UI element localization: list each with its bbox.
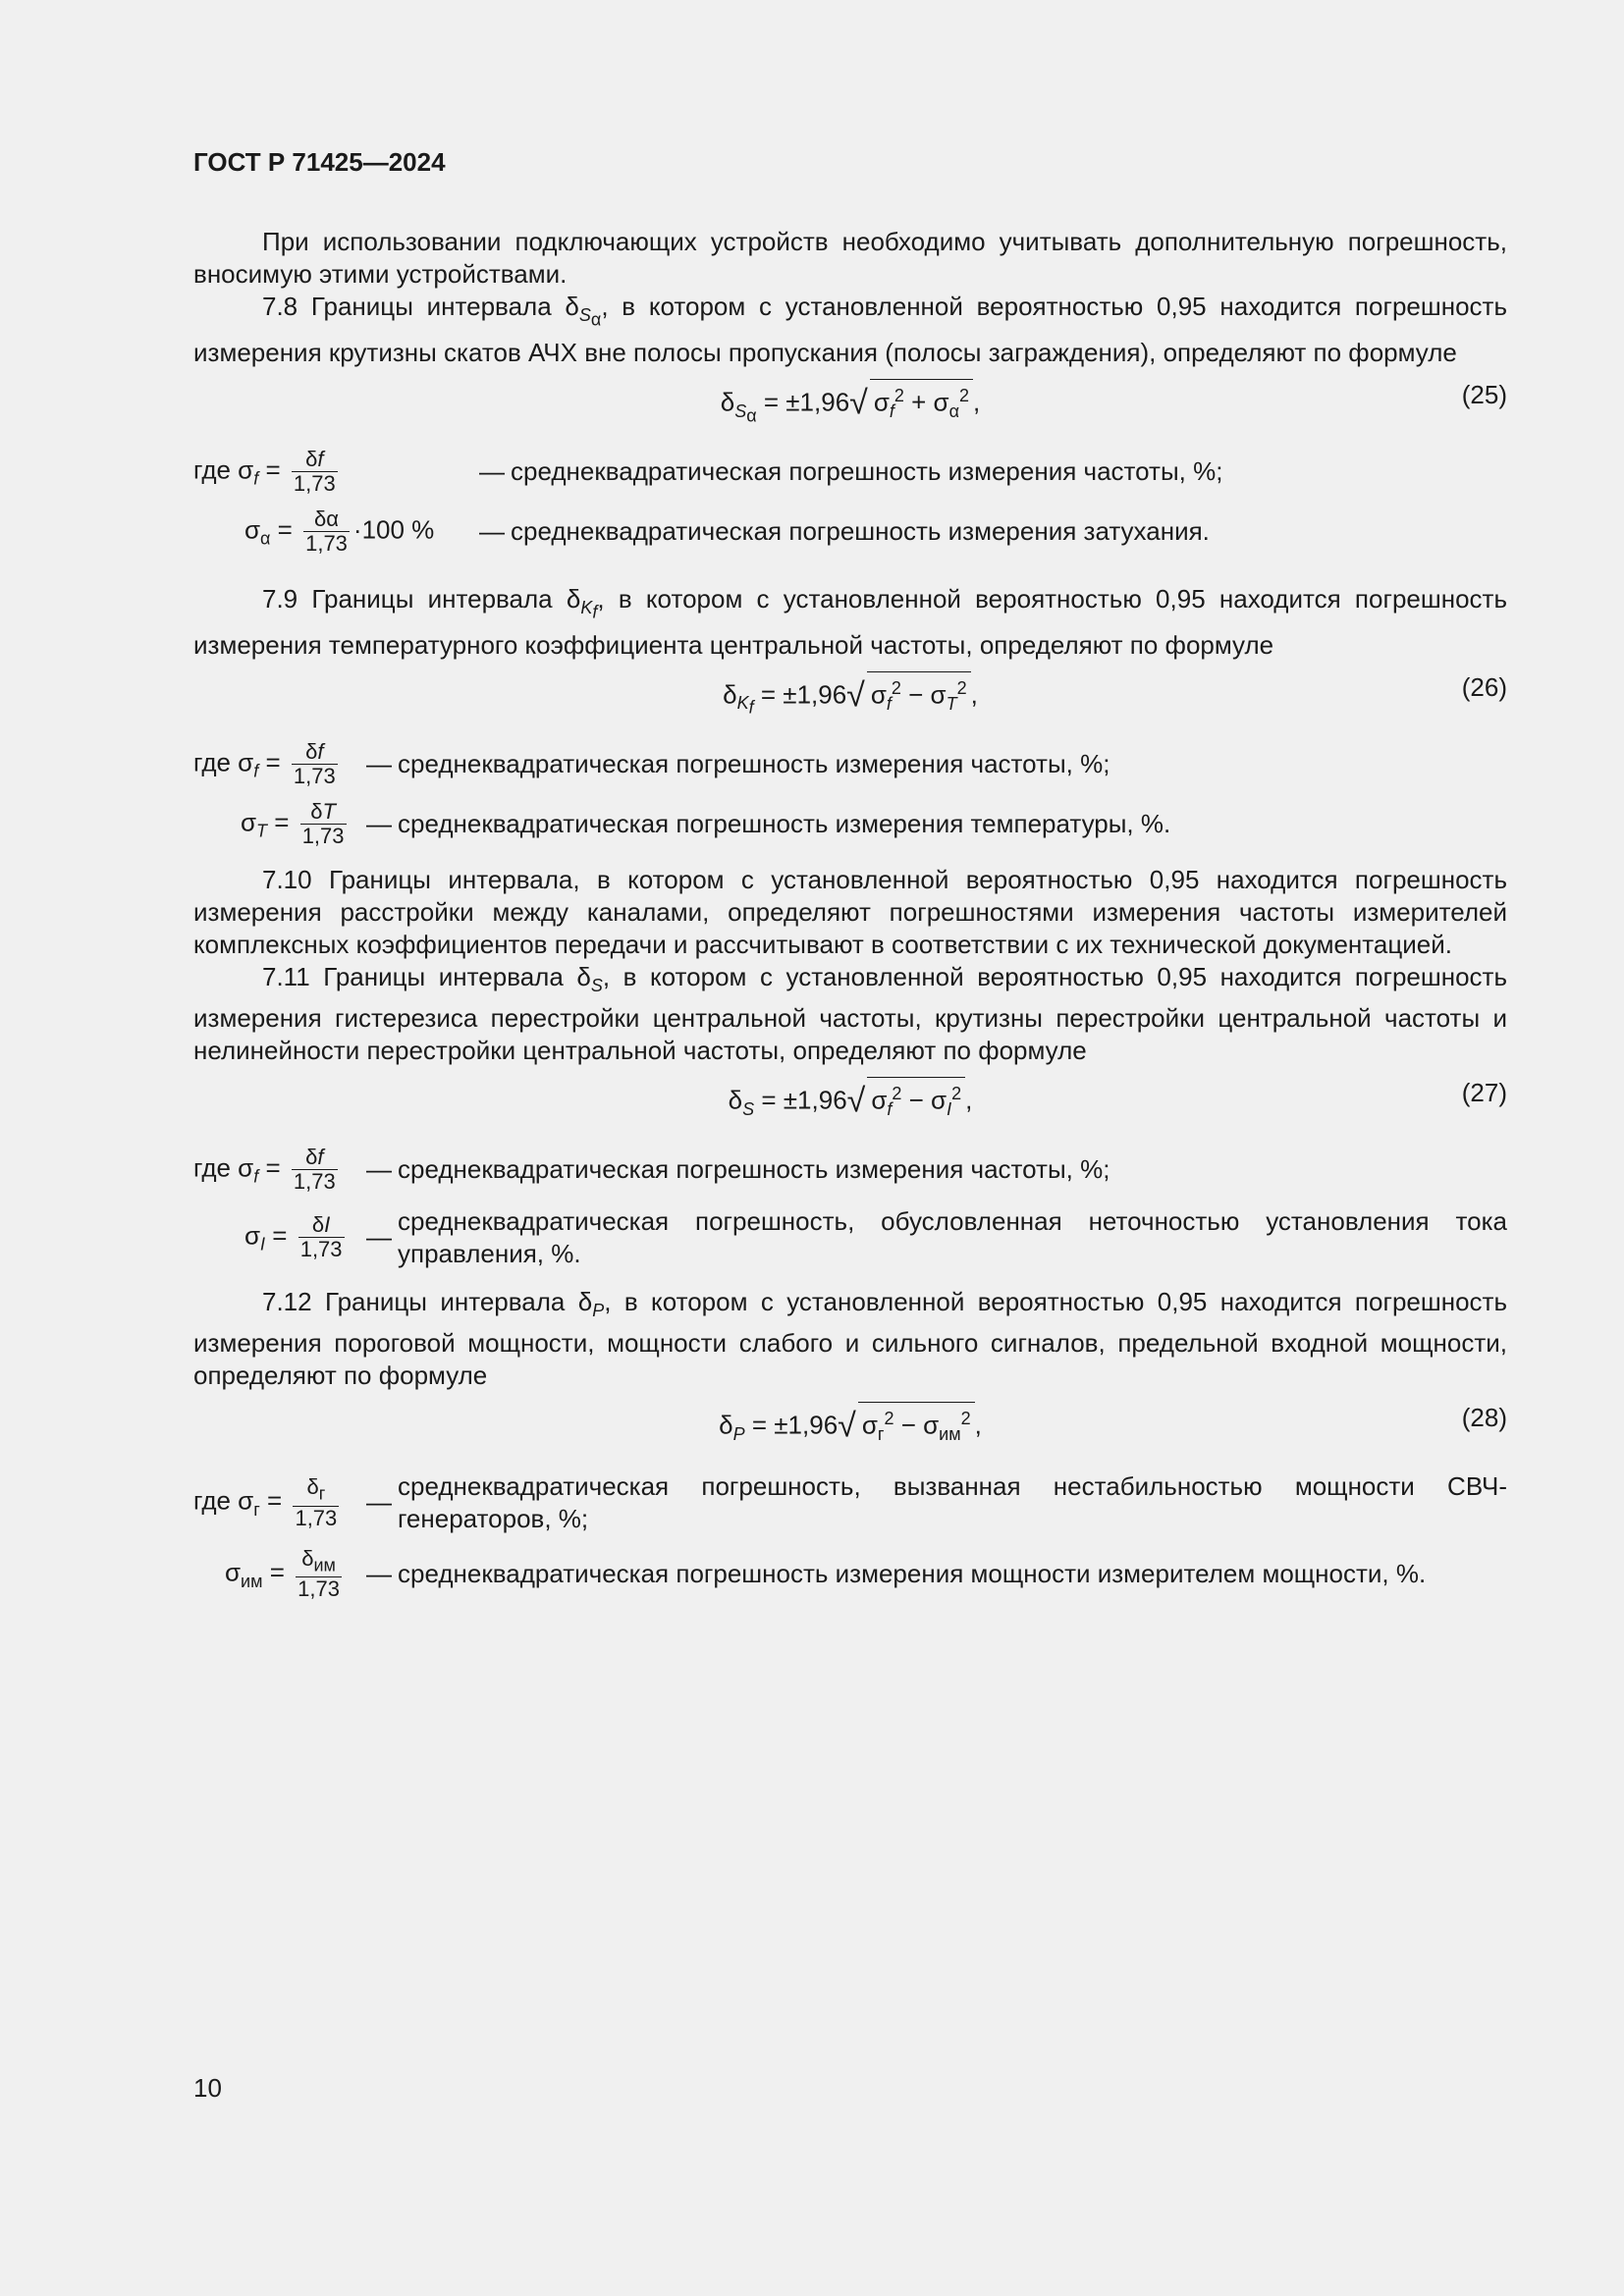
formula-28: $\delta_P = \pm 1,96√$ $\sigma_г^2 - \sigma_{им}^2$ , (28)	[193, 1402, 1507, 1461]
page-number: 10	[193, 2073, 222, 2103]
paragraph-7-11: 7.11 Границы интервала $\delta_S$, в котором с установленной вероятностью 0,95 находится погрешность измерения гистерезиса перестройки центральной частоты, крутизны перестройки центральной частоты и нелинейности перестройки центральной частоты, определяют по формуле	[193, 961, 1508, 1065]
paragraph-7-9: 7.9 Границы интервала $\delta_{K_f}$, в котором с установленной вероятностью 0,95 находится погрешность измерения температурного коэффициента центральной частоты, определяют по формуле	[193, 583, 1508, 660]
equation-number: (27)	[1461, 1077, 1507, 1107]
paragraph-7-8: 7.8 Границы интервала $\delta_{S_\alpha}$, в котором с установленной вероятностью 0,95 находится погрешность измерения крутизны скатов АЧХ вне полосы пропускания (полосы заграждения), определяют по формуле	[193, 292, 1508, 367]
paragraph-7-10: 7.10 Границы интервала, в котором с установленной вероятностью 0,95 находится погрешность измерения расстройки между каналами, определяют погрешностями измерения частоты измерителей комплексных коэффициентов передачи и рассчитывают в соответствии с их технической документацией.	[193, 864, 1507, 959]
definitions-26: где $\sigma_f$ = $\frac{\delta f}{1,73}$ — среднеквадратическая погрешность измерения частоты, %; $\sigma_T$ = $\frac{\delta T}{1,73}$ — среднеквадратическая погрешность измерения температуры, %.	[193, 738, 1171, 848]
formula-26: $\delta_{K_f} = \pm 1,96√$ $\sigma_f^2 - \sigma_T^2$ , (26)	[193, 671, 1507, 730]
formula-27: $\delta_S = \pm 1,96√$ $\sigma_f^2 - \sigma_I^2$ , (27)	[193, 1077, 1507, 1136]
document-header: ГОСТ Р 71425—2024	[193, 147, 446, 177]
equation-number: (25)	[1461, 379, 1507, 409]
formula-25: $\delta_{S_\alpha} = \pm 1,96√$ $\sigma_f^2 + \sigma_\alpha^2$ , (25)	[193, 379, 1507, 438]
paragraph-intro: При использовании подключающих устройств необходимо учитывать дополнительную погрешность, вносимую этими устройствами.	[193, 227, 1507, 289]
definitions-27: где $\sigma_f$ = $\frac{\delta f}{1,73}$ — среднеквадратическая погрешность измерения частоты, %; $\sigma_I$ = $\frac{\delta I}{1,73}$ — среднеквадратическая погрешность, обусловленная неточностью установления тока управления, %.	[193, 1144, 1507, 1268]
paragraph-7-12: 7.12 Границы интервала $\delta_P$, в котором с установленной вероятностью 0,95 находится погрешность измерения пороговой мощности, мощности слабого и сильного сигналов, предельной входной мощности, определяют по формуле	[193, 1286, 1508, 1390]
equation-number: (26)	[1461, 671, 1507, 702]
definitions-28: где $\sigma_г$ = $\frac{\delta_г}{1,73}$ — среднеквадратическая погрешность, вызванная нестабильностью мощности СВЧ-генераторов, %; $\sigma_{им}$ = $\frac{\delta_{им}}{1,73}$ — среднеквадратическая погрешность измерения мощности измерителем мощности, %.	[193, 1470, 1507, 1602]
definitions-25: где $\sigma_f$ = $\frac{\delta f}{1,73}$ — среднеквадратическая погрешность измерения частоты, %; $\sigma_\alpha$ = $\frac{\delta\alpha}{1,73}$ ·100 % — среднеквадратическая погрешность измерения затухания.	[193, 446, 1223, 556]
equation-number: (28)	[1461, 1402, 1507, 1432]
page-body	[193, 0, 1507, 1617]
